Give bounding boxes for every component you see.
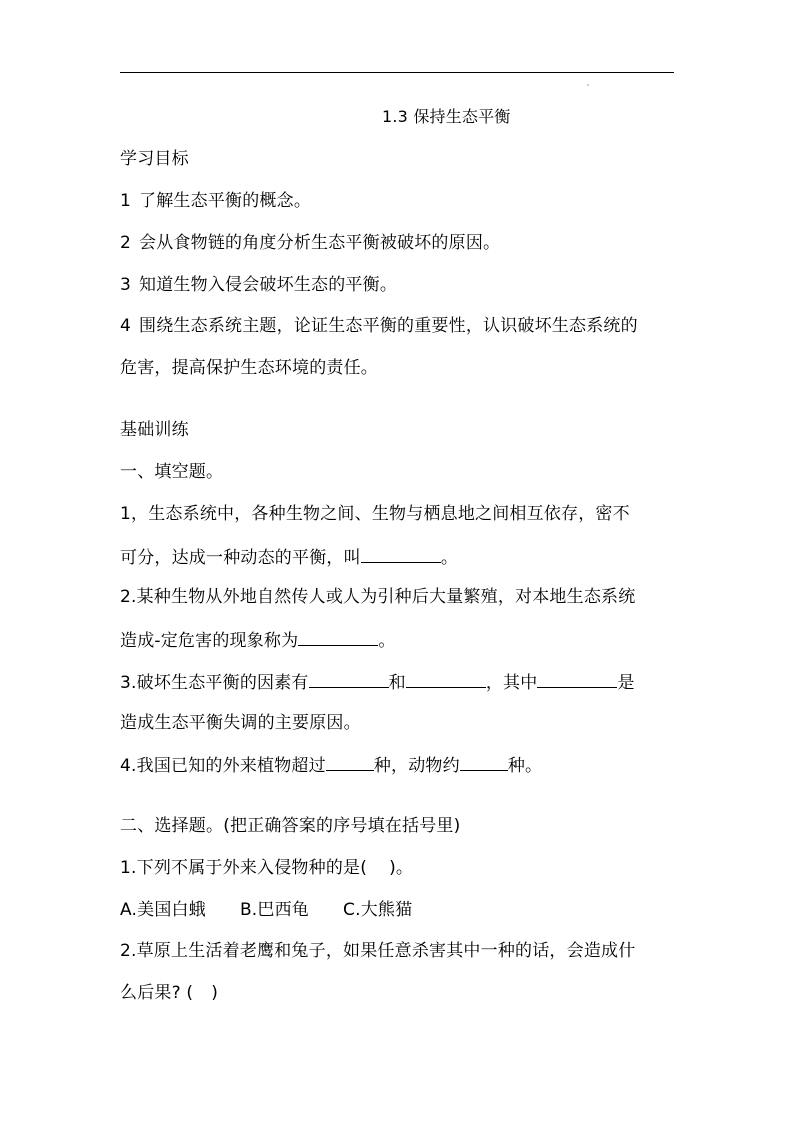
- part2-title: 二、选择题。(把正确答案的序号填在括号里): [120, 816, 461, 836]
- choice-question-2-line-1: 2.草原上生活着老鹰和兔子，如果任意杀害其中一种的话，会造成什: [120, 941, 636, 961]
- goal-number: 2: [120, 233, 132, 253]
- option-b: B.巴西龟: [239, 900, 310, 920]
- answer-blank[interactable]: [460, 753, 508, 771]
- goal-item-4-continued: 危害，提高保护生态环境的责任。: [120, 358, 378, 378]
- page-title: 1.3 保持生态平衡: [382, 107, 511, 126]
- question-text: 造成-定危害的现象称为: [120, 631, 299, 651]
- fill-question-1-line-1: 1，生态系统中，各种生物之间、生物与栖息地之间相互依存，密不: [120, 504, 630, 524]
- goal-text: 会从食物链的角度分析生态平衡被破坏的原因。: [139, 233, 501, 253]
- goal-item-4: [120, 315, 638, 337]
- fill-question-2-line-1: 2.某种生物从外地自然传人或人为引种后大量繁殖，对本地生态系统: [120, 587, 636, 607]
- goal-text: 知道生物入侵会破坏生态的平衡。: [139, 275, 398, 295]
- section-basic-heading: 基础训练: [120, 420, 189, 440]
- answer-blank[interactable]: [406, 670, 486, 688]
- choice-question-1-options: [120, 899, 412, 921]
- header-rule: [120, 72, 674, 73]
- goal-number: 1: [120, 191, 132, 211]
- question-text: 。: [440, 548, 459, 568]
- choice-question-1: [120, 857, 413, 879]
- goal-text: 了解生态平衡的概念。: [139, 191, 312, 211]
- question-text: )。: [389, 858, 414, 878]
- answer-blank[interactable]: [298, 628, 378, 646]
- question-text: 。: [378, 631, 396, 651]
- question-text: 1.下列不属于外来入侵物种的是(: [120, 858, 368, 878]
- fill-question-2-line-2: [120, 628, 396, 652]
- question-text: 4.我国已知的外来植物超过: [120, 756, 326, 776]
- answer-blank[interactable]: [537, 670, 617, 688]
- question-text: 和: [388, 673, 406, 693]
- answer-blank[interactable]: [361, 545, 441, 563]
- fill-question-1-line-2: [120, 545, 458, 569]
- option-a: A.美国白蛾: [120, 900, 206, 920]
- section-goals-heading: 学习目标: [120, 149, 189, 169]
- goal-item-3: [120, 274, 397, 296]
- goal-item-1: [120, 190, 311, 212]
- header-dot: [587, 84, 589, 86]
- question-text: 3.破坏生态平衡的因素有: [120, 673, 309, 693]
- question-text: 种，动物约: [373, 756, 460, 776]
- answer-blank[interactable]: [309, 670, 389, 688]
- option-c: C.大熊猫: [343, 900, 413, 920]
- question-text: ，其中: [485, 673, 538, 693]
- goal-item-2: [120, 232, 500, 254]
- choice-question-2-line-2: [120, 982, 218, 1004]
- question-text: 是: [617, 673, 635, 693]
- fill-question-3-line-1: [120, 670, 635, 694]
- goal-text: 围绕生态系统主题，论证生态平衡的重要性，认识破坏生态系统的: [139, 316, 638, 336]
- question-text: ): [211, 983, 219, 1003]
- question-text: 种。: [507, 756, 543, 776]
- goal-number: 4: [120, 316, 132, 336]
- question-text: 可分，达成一种动态的平衡，叫: [120, 548, 361, 568]
- fill-question-3-line-2: 造成生态平衡失调的主要原因。: [120, 713, 361, 733]
- part1-title: 一、填空题。: [120, 462, 224, 482]
- goal-number: 3: [120, 275, 132, 295]
- fill-question-4: [120, 753, 542, 777]
- question-text: 么后果? (: [120, 983, 194, 1003]
- answer-blank[interactable]: [326, 753, 374, 771]
